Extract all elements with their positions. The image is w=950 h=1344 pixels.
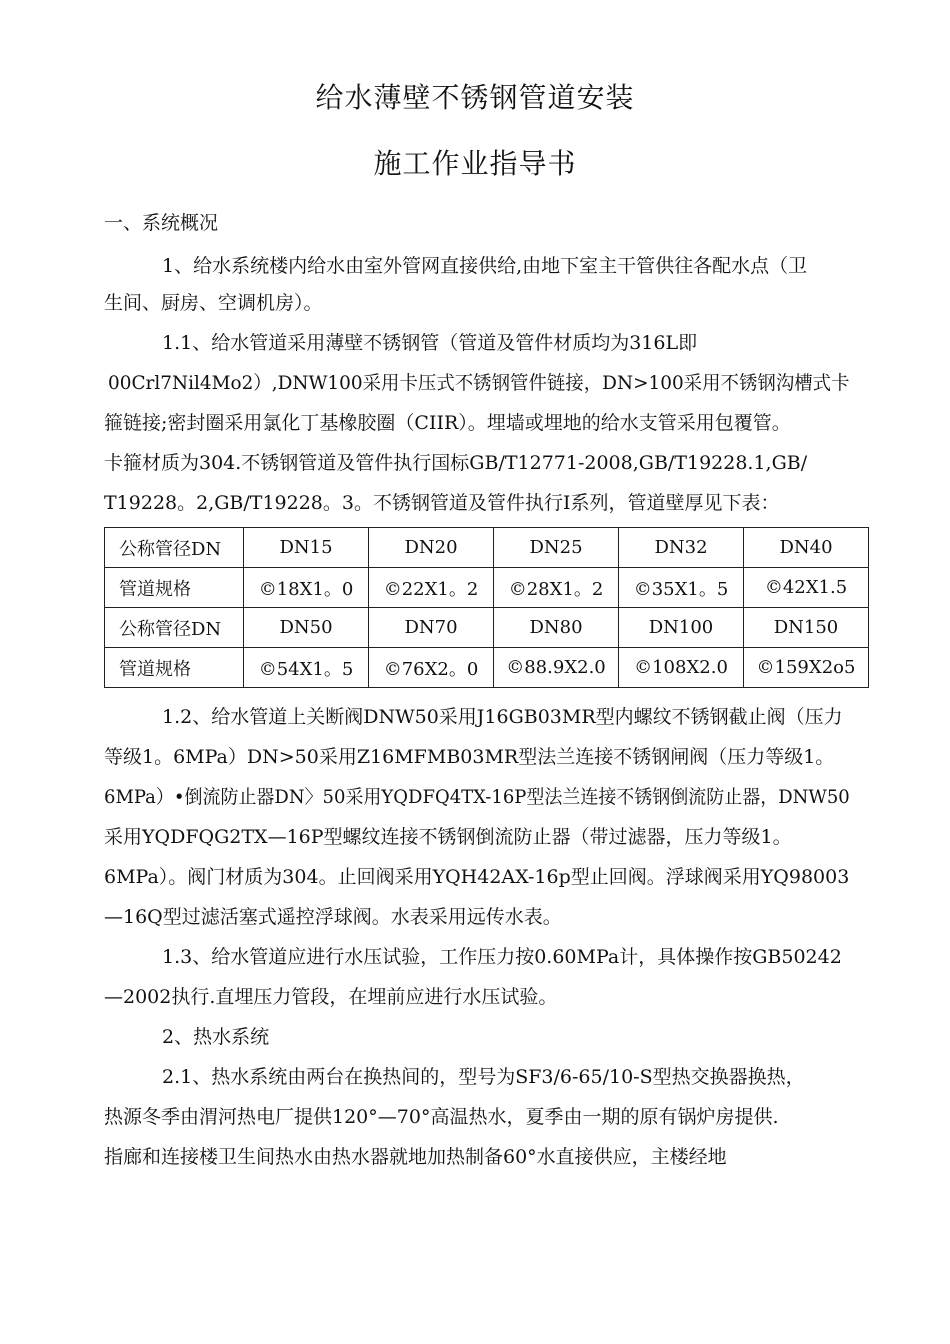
paragraph-line: 1.3、给水管道应进行水压试验，工作压力按0.60MPa计，具体操作按GB50242 [162, 946, 842, 968]
paragraph-line: —16Q型过滤活塞式遥控浮球阀。水表采用远传水表。 [104, 906, 562, 928]
table-cell: DN15 [244, 528, 369, 568]
document-subtitle: 施工作业指导书 [373, 147, 577, 180]
table-cell: DN80 [494, 608, 619, 648]
paragraph-line: 6MPa）。阀门材质为304。止回阀采用YQH42AX-16p型止回阀。浮球阀采用YQ98003 [104, 866, 850, 888]
paragraph-line: 1.2、给水管道上关断阀DNW50采用J16GB03MR型内螺纹不锈钢截止阀（压力 [162, 706, 843, 728]
table-row [105, 608, 869, 648]
paragraph-line: 等级1。6MPa）DN>50采用Z16MFMB03MR型法兰连接不锈钢闸阀（压力等级1。 [104, 746, 835, 768]
table-cell: ©159X2o5 [744, 648, 869, 688]
table-row [105, 648, 869, 688]
paragraph-line: 采用YQDFQG2TX—16P型螺纹连接不锈钢倒流防止器（带过滤器，压力等级1。 [104, 826, 792, 848]
table-cell: DN25 [494, 528, 619, 568]
table-cell: DN20 [369, 528, 494, 568]
table-cell: ©88.9X2.0 [494, 648, 619, 688]
paragraph-line: 1.1、给水管道采用薄壁不锈钢管（管道及管件材质均为316L即 [162, 332, 698, 354]
table-cell: ©18X1。0 [244, 568, 369, 608]
table-cell: 管道规格 [105, 568, 244, 608]
paragraph-line: —2002执行.直埋压力管段，在埋前应进行水压试验。 [104, 986, 558, 1008]
table-cell: DN50 [244, 608, 369, 648]
table-row [105, 528, 869, 568]
table-cell: ©76X2。0 [369, 648, 494, 688]
paragraph-line: 1、给水系统楼内给水由室外管网直接供给,由地下室主干管供往各配水点（卫 [162, 255, 808, 277]
table-cell: ©22X1。2 [369, 568, 494, 608]
table-cell: ©108X2.0 [619, 648, 744, 688]
table-cell: DN32 [619, 528, 744, 568]
paragraph-line: T19228。2,GB/T19228。3。不锈钢管道及管件执行I系列，管道壁厚见下表： [104, 492, 780, 514]
table-cell: ©42X1.5 [744, 568, 869, 608]
table-cell: ©35X1。5 [619, 568, 744, 608]
table-row [105, 568, 869, 608]
table-cell: DN100 [619, 608, 744, 648]
table-cell: DN70 [369, 608, 494, 648]
section-heading: 一、系统概况 [104, 212, 219, 234]
table-cell: ©54X1。5 [244, 648, 369, 688]
table-cell: ©28X1。2 [494, 568, 619, 608]
table-cell: 公称管径DN [105, 608, 244, 648]
table-cell: DN40 [744, 528, 869, 568]
table-cell: DN150 [744, 608, 869, 648]
paragraph-line: 热源冬季由渭河热电厂提供120°—70°高温热水，夏季由一期的原有锅炉房提供. [104, 1106, 779, 1128]
pipe-spec-table [104, 527, 869, 688]
table-cell: 管道规格 [105, 648, 244, 688]
paragraph-line: 2.1、热水系统由两台在换热间的，型号为SF3/6-65/10-S型热交换器换热， [162, 1066, 805, 1088]
table-cell: 公称管径DN [105, 528, 244, 568]
paragraph-line: 生间、厨房、空调机房）。 [104, 292, 323, 314]
section-heading: 2、热水系统 [162, 1026, 270, 1048]
paragraph-line: 指廊和连接楼卫生间热水由热水器就地加热制备60°水直接供应，主楼经地 [104, 1146, 727, 1168]
paragraph-line: 卡箍材质为304.不锈钢管道及管件执行国标GB/T12771-2008,GB/T19228.1,GB/ [104, 452, 808, 474]
paragraph-line: 6MPa）•倒流防止器DN〉50采用YQDFQ4TX-16P型法兰连接不锈钢倒流防止器，DNW50 [104, 786, 850, 808]
paragraph-line: 00Crl7Nil4Mo2）,DNW100采用卡压式不锈钢管件链接，DN>100采用不锈钢沟槽式卡 [108, 372, 850, 394]
document-title: 给水薄壁不锈钢管道安装 [315, 81, 635, 114]
paragraph-line: 箍链接;密封圈采用氯化丁基橡胶圈（CIIR）。埋墙或埋地的给水支管采用包覆管。 [104, 412, 791, 434]
